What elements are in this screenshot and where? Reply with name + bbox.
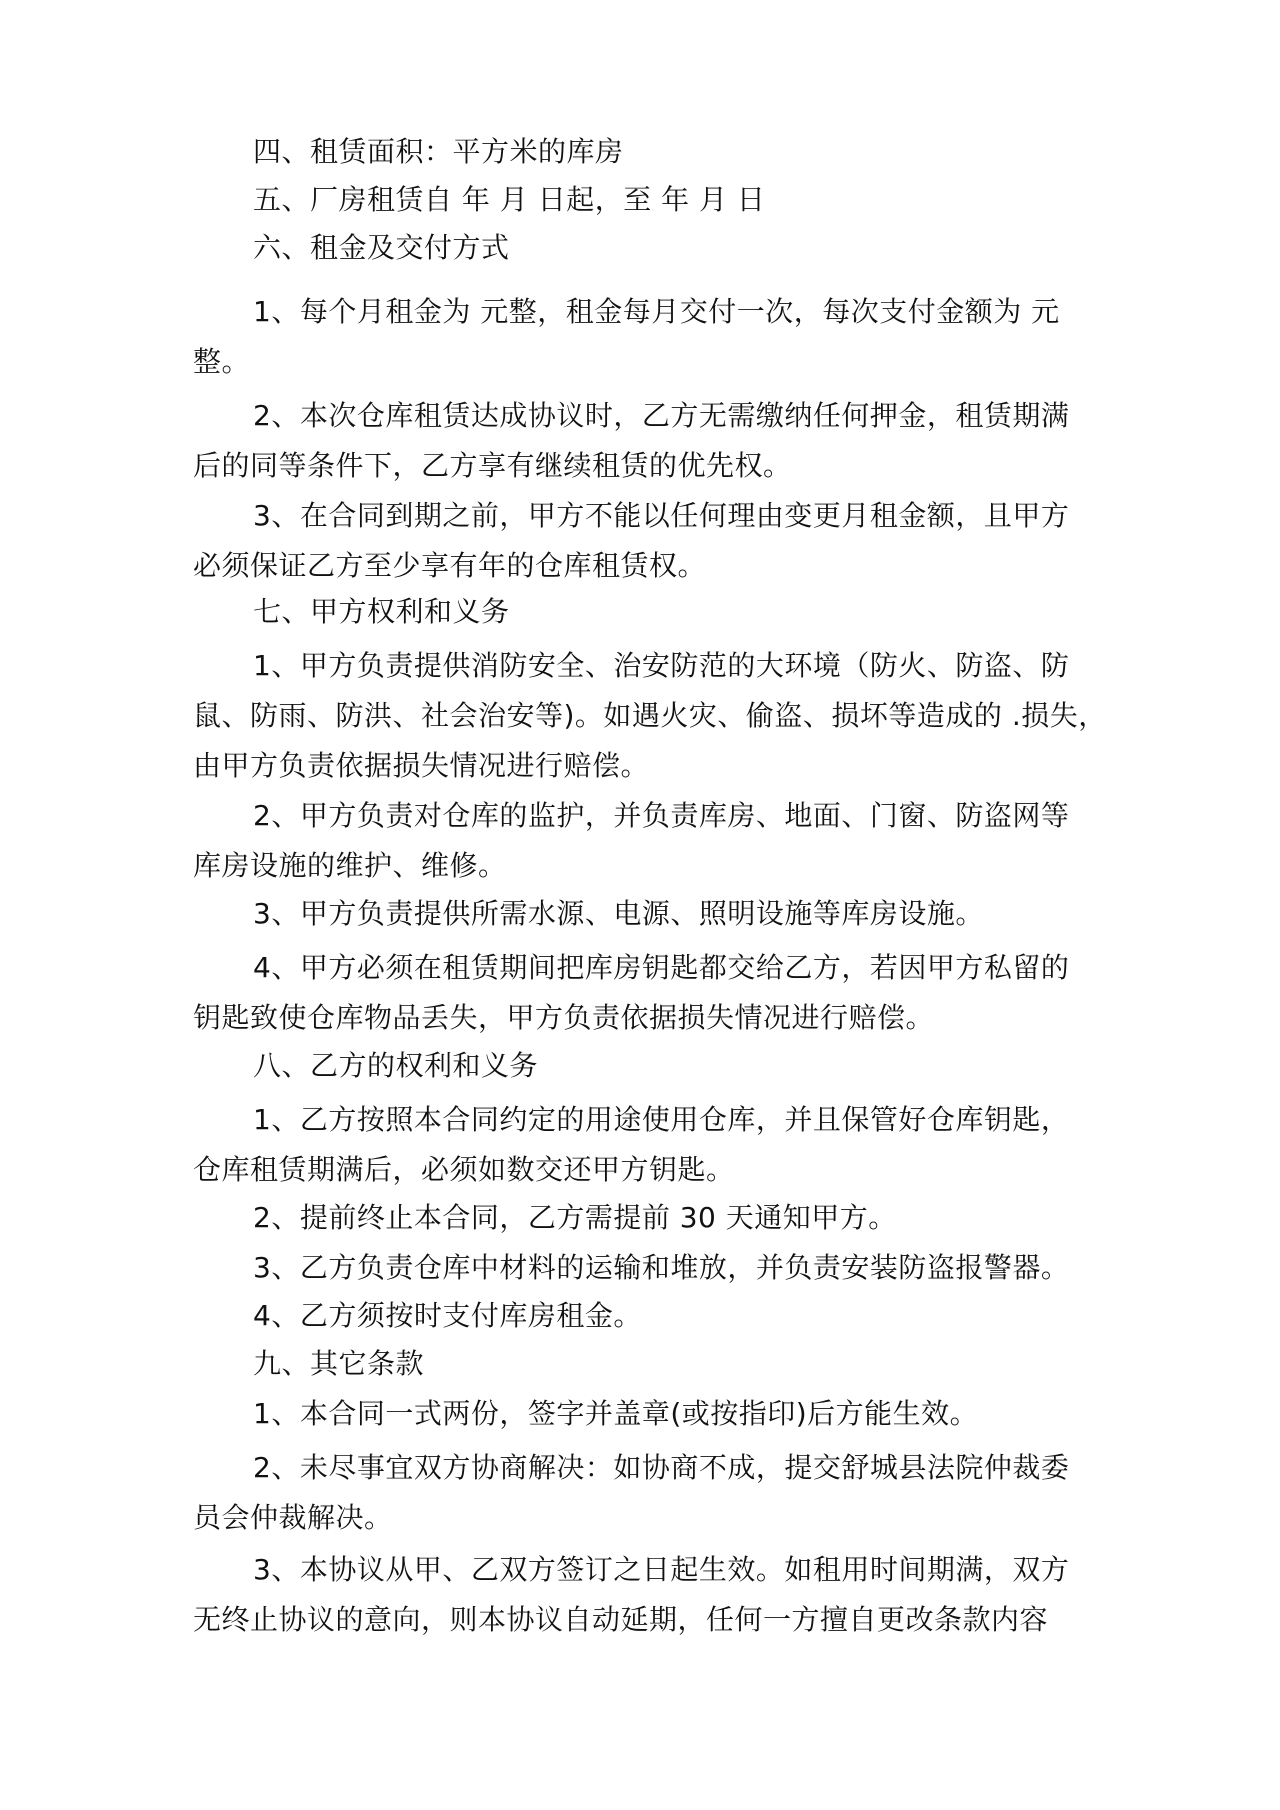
clause-7-4-line-2: 钥匙致使仓库物品丢失，甲方负责依据损失情况进行赔偿。 xyxy=(193,1001,935,1034)
clause-6-3-line-2: 必须保证乙方至少享有年的仓库租赁权。 xyxy=(193,549,707,582)
section-8-heading: 八、乙方的权利和义务 xyxy=(253,1049,539,1082)
clause-8-3: 3、乙方负责仓库中材料的运输和堆放，并负责安装防盗报警器。 xyxy=(253,1251,1070,1284)
clause-6-1-line-2: 整。 xyxy=(193,345,251,378)
clause-9-3-line-2: 无终止协议的意向，则本协议自动延期，任何一方擅自更改条款内容 xyxy=(193,1603,1049,1636)
clause-8-2: 2、提前终止本合同，乙方需提前 30 天通知甲方。 xyxy=(253,1201,897,1234)
section-5-heading: 五、厂房租赁自 年 月 日起，至 年 月 日 xyxy=(253,183,766,216)
clause-7-3: 3、甲方负责提供所需水源、电源、照明设施等库房设施。 xyxy=(253,897,984,930)
clause-6-2-line-1: 2、本次仓库租赁达成协议时，乙方无需缴纳任何押金，租赁期满 xyxy=(253,399,1070,432)
section-9-heading: 九、其它条款 xyxy=(253,1347,425,1380)
clause-7-1-line-3: 由甲方负责依据损失情况进行赔偿。 xyxy=(193,749,650,782)
section-7-heading: 七、甲方权利和义务 xyxy=(253,595,510,628)
clause-8-1-line-2: 仓库租赁期满后，必须如数交还甲方钥匙。 xyxy=(193,1153,735,1186)
clause-7-1-line-1: 1、甲方负责提供消防安全、治安防范的大环境（防火、防盗、防 xyxy=(253,649,1070,682)
clause-9-1: 1、本合同一式两份，签字并盖章(或按指印)后方能生效。 xyxy=(253,1397,979,1430)
clause-7-2-line-2: 库房设施的维护、维修。 xyxy=(193,849,507,882)
clause-7-2-line-1: 2、甲方负责对仓库的监护，并负责库房、地面、门窗、防盗网等 xyxy=(253,799,1070,832)
clause-9-2-line-2: 员会仲裁解决。 xyxy=(193,1501,393,1534)
clause-8-1-line-1: 1、乙方按照本合同约定的用途使用仓库，并且保管好仓库钥匙， xyxy=(253,1103,1070,1136)
clause-7-4-line-1: 4、甲方必须在租赁期间把库房钥匙都交给乙方，若因甲方私留的 xyxy=(253,951,1070,984)
clause-6-2-line-2: 后的同等条件下，乙方享有继续租赁的优先权。 xyxy=(193,449,792,482)
clause-6-1-line-1: 1、每个月租金为 元整，租金每月交付一次，每次支付金额为 元 xyxy=(253,295,1060,328)
clause-8-4: 4、乙方须按时支付库房租金。 xyxy=(253,1299,642,1332)
clause-6-3-line-1: 3、在合同到期之前，甲方不能以任何理由变更月租金额，且甲方 xyxy=(253,499,1070,532)
section-4-heading: 四、租赁面积：平方米的库房 xyxy=(253,135,624,168)
clause-7-1-line-2: 鼠、防雨、防洪、社会治安等)。如遇火灾、偷盗、损坏等造成的 .损失， xyxy=(193,699,1107,732)
clause-9-3-line-1: 3、本协议从甲、乙双方签订之日起生效。如租用时间期满，双方 xyxy=(253,1553,1070,1586)
section-6-heading: 六、租金及交付方式 xyxy=(253,231,510,264)
clause-9-2-line-1: 2、未尽事宜双方协商解决：如协商不成，提交舒城县法院仲裁委 xyxy=(253,1451,1070,1484)
